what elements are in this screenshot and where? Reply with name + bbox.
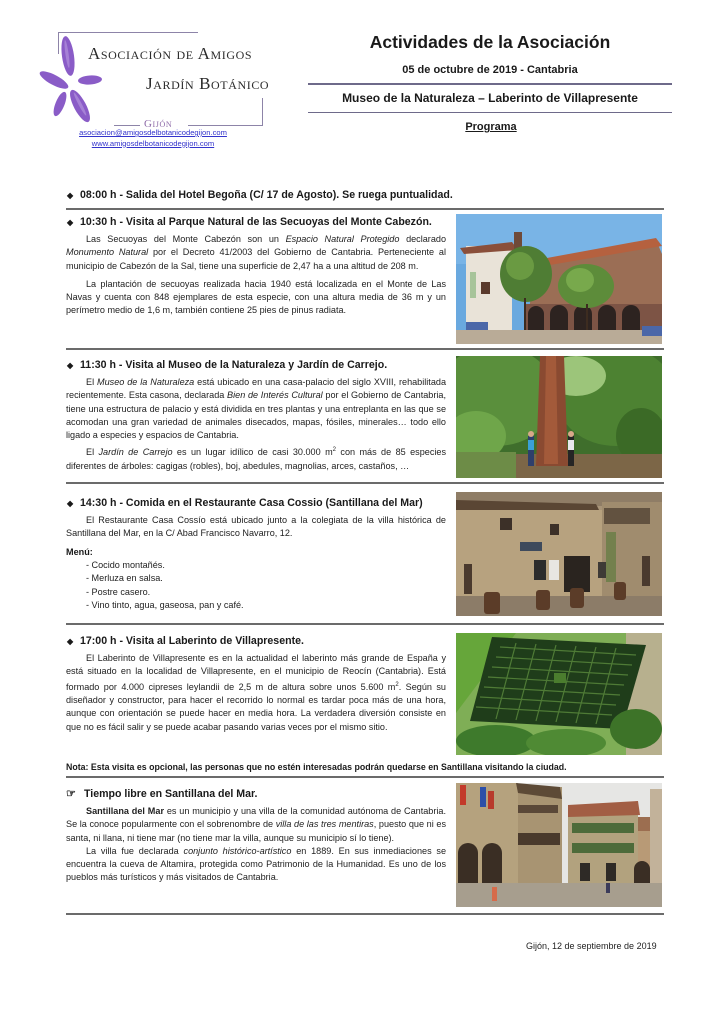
- paragraph: El Laberinto de Villapresente es en la actualidad el laberinto más grande de España y está situado en la localidad de Villapresente, en el municipio de Reocín (Cantabria). Está formado por 4.000 cipreses leylandii de 2,5 m de altura sobre unos 5.600 $m^2$. Según su diseñador y constructor, para hacer el recorrido lo normal es tardar poca más de una hora, aunque con orientación se puede hacer en media hora. La verdadera diversión consiste en que no es fácil salir y se puede acabar pasando varias veces por el mismo sitio.: [66, 653, 446, 732]
- diamond-bullet-icon: ◆: [67, 191, 74, 200]
- diamond-bullet-icon: ◆: [67, 218, 74, 227]
- association-logo: [38, 28, 278, 128]
- email-link[interactable]: asociacion@amigosdelbotanicodegijon.com: [79, 128, 227, 137]
- diamond-bullet-icon: ◆: [67, 637, 74, 646]
- optional-visit-note: Nota: Esta visita es opcional, las personas que no estén interesadas podrán quedarse en Santillana visitando la ciudad.: [66, 762, 567, 772]
- logo-title-line1: Asociación de Amigos: [88, 44, 253, 63]
- logo-title-line2: Jardín Botánico: [146, 74, 270, 93]
- schedule-heading-text: 10:30 h - Visita al Parque Natural de las Secuoyas del Monte Cabezón.: [80, 216, 432, 228]
- schedule-heading: [66, 787, 446, 802]
- photo-santillana-square: [456, 783, 662, 907]
- pointing-hand-icon: ☞: [66, 788, 76, 800]
- logo-frame-line: [262, 98, 263, 126]
- section-divider: [66, 623, 664, 625]
- paragraph: Santillana del Mar es un municipio y una villa de la comunidad autónoma de Cantabria. Se la conoce popularmente con el sobrenombre de villa de las tres mentiras, puesto que ni es santa, ni llana, ni tiene mar (no tiene mar la villa, aunque su municipio sí lo tiene).: [66, 806, 446, 843]
- schedule-heading-text: 11:30 h - Visita al Museo de la Naturaleza y Jardín de Carrejo.: [80, 359, 388, 371]
- paragraph: El Museo de la Naturaleza está ubicado en una casa-palacio del siglo XVIII, rehabilitada recientemente. Esta casona, declarada Bien de Interés Cultural por el Gobierno de Cantabria, tiene una estructura de palacio y está dividida en tres plantas y una entreplanta en las que se acomodan una gran variedad de animales disecados, mapas, fósiles, minerales… todo ello ligado a especies y espacios de Cantabria.: [66, 377, 447, 441]
- logo-frame-line: [188, 125, 263, 126]
- schedule-heading-text: Tiempo libre en Santillana del Mar.: [84, 788, 258, 800]
- schedule-heading: [66, 496, 446, 511]
- menu-item: - Merluza en salsa.: [86, 573, 163, 584]
- schedule-heading-text: 14:30 h - Comida en el Restaurante Casa Cossio (Santillana del Mar): [80, 497, 423, 509]
- section-divider: [66, 913, 664, 915]
- paragraph: La plantación de secuoyas realizada hacia 1940 está localizada en el Monte de Las Navas y cuenta con 848 ejemplares de esta especie, con una altura media de 36 m y un perímetro medio de 1,6 m, también contiene 25 pies de pinus radiata.: [66, 278, 446, 316]
- section-divider: [66, 208, 664, 210]
- menu-item: - Vino tinto, agua, gaseosa, pan y café.: [86, 600, 244, 611]
- event-date: 05 de octubre de 2019 - Cantabria: [402, 64, 578, 76]
- diamond-bullet-icon: ◆: [67, 361, 74, 370]
- section-divider: [66, 776, 664, 778]
- programa-heading: Programa: [465, 121, 517, 133]
- website-link[interactable]: www.amigosdelbotanicodegijon.com: [91, 138, 215, 148]
- menu-item: - Cocido montañés.: [86, 559, 165, 570]
- photo-restaurant-casa-cossio: [456, 492, 662, 616]
- schedule-heading: [66, 358, 446, 373]
- section-divider: [66, 348, 664, 350]
- divider: [308, 83, 672, 85]
- paragraph: El Restaurante Casa Cossío está ubicado junto a la colegiata de la villa histórica de Santillana del Mar, en la C/ Abad Francisco Navarro, 12.: [66, 515, 446, 539]
- schedule-heading: [66, 634, 446, 649]
- photo-labyrinth-aerial: [456, 633, 662, 755]
- schedule-heading: [66, 215, 446, 230]
- logo-frame-line: [114, 125, 140, 126]
- schedule-heading-text: 17:00 h - Visita al Laberinto de Villapresente.: [80, 635, 304, 647]
- photo-sequoia-tree: [456, 356, 662, 478]
- contact-links: [58, 128, 248, 149]
- logo-city: Gijón: [144, 118, 173, 130]
- schedule-item-0800: [66, 188, 664, 203]
- menu-title: Menú:: [66, 546, 93, 557]
- divider: [308, 112, 672, 114]
- document-header: [308, 30, 672, 133]
- event-subtitle: Museo de la Naturaleza – Laberinto de Villapresente: [342, 90, 638, 105]
- paragraph: El Jardín de Carrejo es un lugar idílico de casi 30.000 $m^2$ con más de 85 especies diferentes de árboles: cagigas (robles), boj, abedules, magnolias, arces, castaños, …: [66, 447, 446, 471]
- photo-cabezon-building: [456, 214, 662, 344]
- logo-frame-line: [58, 32, 198, 33]
- section-divider: [66, 482, 664, 484]
- paragraph: Las Secuoyas del Monte Cabezón son un Espacio Natural Protegido declarado Monumento Natural por el Decreto 41/2003 del Gobierno de Cantabria. Perteneciente al municipio de Cabezón de la Sal, tiene una superficie de 2,47 ha a una altitud de 208 m.: [66, 234, 447, 271]
- diamond-bullet-icon: ◆: [67, 499, 74, 508]
- menu-item: - Postre casero.: [86, 586, 151, 597]
- page-title: Actividades de la Asociación: [369, 32, 611, 52]
- footer-date: Gijón, 12 de septiembre de 2019: [526, 941, 657, 951]
- paragraph: La villa fue declarada conjunto histórico-artístico en 1889. En sus inmediaciones se encuentra la cueva de Altamira, protegida como Patrimonio de la Humanidad. Es uno de los pueblos más turísticos y más visitados de Cantabria.: [66, 845, 447, 883]
- schedule-heading: [66, 188, 664, 203]
- schedule-heading-text: 08:00 h - Salida del Hotel Begoña (C/ 17 de Agosto). Se ruega puntualidad.: [80, 189, 453, 201]
